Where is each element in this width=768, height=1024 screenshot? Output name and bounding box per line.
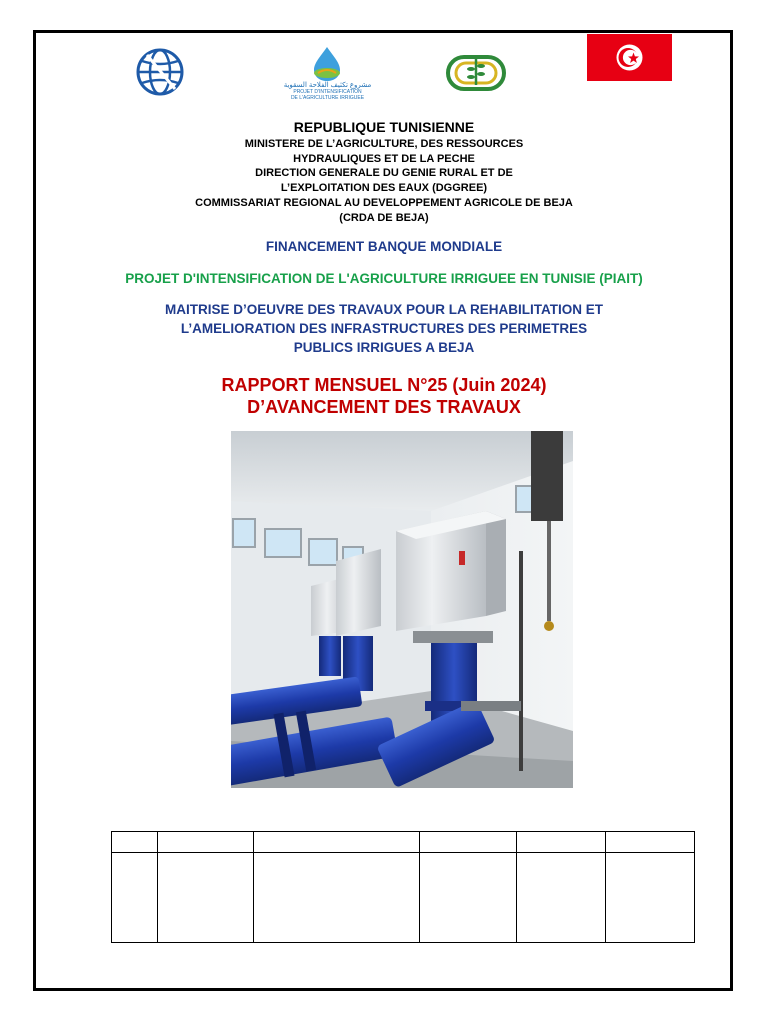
mission-line: MAITRISE D’OEUVRE DES TRAVAUX POUR LA REHABILITATION ET [164, 302, 603, 317]
report-title [0, 374, 768, 418]
project-title: PROJET D'INTENSIFICATION DE L'AGRICULTURE IRRIGUEE EN TUNISIE (PIAIT) [125, 271, 643, 286]
institution-line: L’EXPLOITATION DES EAUX (DGGREE) [280, 182, 488, 195]
institution-line: MINISTERE DE L’AGRICULTURE, DES RESSOURCES [244, 138, 524, 150]
table-cell [158, 853, 254, 943]
report-title-line-2: D’AVANCEMENT DES TRAVAUX [247, 397, 521, 417]
piait-arabic-text: مشروع تكثيف الفلاحة السقوية [283, 82, 372, 89]
mission-line: PUBLICS IRRIGUES A BEJA [293, 340, 475, 355]
table-cell [420, 832, 517, 853]
institution-line: (CRDA DE BEJA) [339, 211, 429, 224]
table-cell [517, 853, 606, 943]
signature-table [111, 831, 695, 943]
institution-line: DIRECTION GENERALE DU GENIE RURAL ET DE [255, 167, 513, 180]
piait-french-text-2: DE L'AGRICULTURE IRRIGUEE [290, 95, 365, 101]
table-cell [112, 832, 158, 853]
table-cell [606, 853, 695, 943]
table-cell [254, 853, 420, 943]
mission-block [0, 300, 768, 357]
world-bank-logo [135, 47, 185, 97]
institution-block [0, 137, 768, 225]
republic-title: REPUBLIQUE TUNISIENNE [293, 119, 475, 135]
mission-line: L’AMELIORATION DES INFRASTRUCTURES DES PERIMETRES [180, 321, 588, 336]
table-cell [158, 832, 254, 853]
table-header-row [112, 832, 695, 853]
tunisia-flag [587, 34, 672, 81]
piait-french-text-1: PROJET D'INTENSIFICATION [293, 89, 362, 95]
pump-station-photo [231, 431, 573, 788]
piait-logo [270, 45, 385, 103]
institution-line: COMMISSARIAT REGIONAL AU DEVELOPPEMENT AGRICOLE DE BEJA [195, 196, 573, 209]
institution-line: HYDRAULIQUES ET DE LA PECHE [293, 152, 475, 165]
financing-line: FINANCEMENT BANQUE MONDIALE [265, 239, 503, 254]
table-cell [420, 853, 517, 943]
table-cell [254, 832, 420, 853]
table-cell [517, 832, 606, 853]
table-cell [112, 853, 158, 943]
ministry-logo [445, 49, 507, 95]
table-row [112, 853, 695, 943]
report-title-line-1: RAPPORT MENSUEL N°25 (Juin 2024) [221, 375, 547, 395]
table-cell [606, 832, 695, 853]
